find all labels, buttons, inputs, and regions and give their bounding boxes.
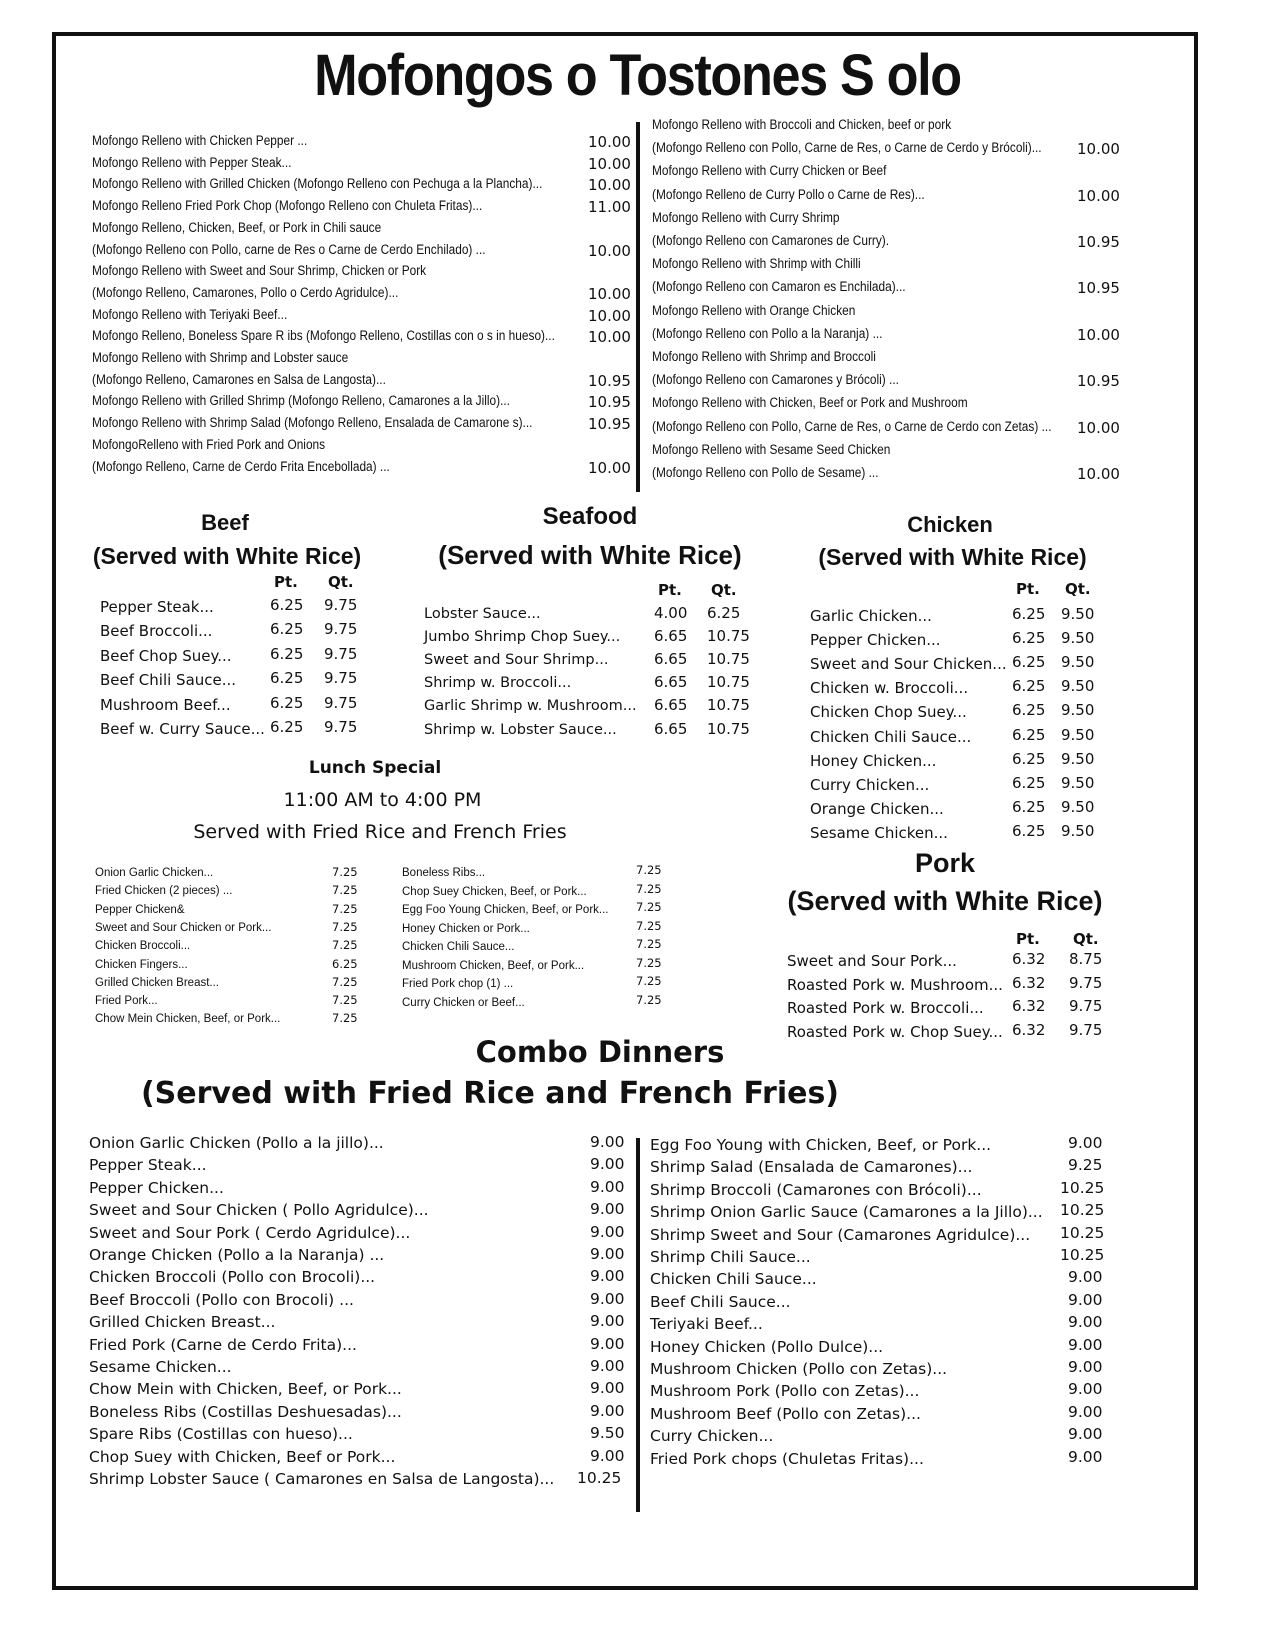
pork-item-pt: 6.32 [1012,1020,1046,1039]
combo-item-name: Shrimp Chili Sauce... [650,1248,811,1266]
lunch-item-name: Fried Pork chop (1) ... [402,978,514,990]
beef-item-pt: 6.25 [270,620,304,639]
mofongo-item-line: Mofongo Relleno with Shrimp with Chilli [652,256,861,272]
chicken-title: Chicken [907,512,993,537]
mofongo-item-price: 10.00 [588,328,631,347]
seafood-item-name: Sweet and Sour Shrimp... [424,652,609,669]
seafood-item-pt: 6.65 [654,627,688,646]
lunch-item-name: Chicken Chili Sauce... [402,941,515,953]
combo-item-price: 10.25 [1060,1246,1105,1264]
seafood-item-name: Garlic Shrimp w. Mushroom... [424,698,637,715]
pork-item-pt: 6.32 [1012,950,1046,968]
chicken-item-name: Honey Chicken... [810,751,937,770]
beef-pt-header: Pt. [274,573,298,591]
chicken-item-qt: 9.50 [1061,677,1095,696]
combo-item-name: Shrimp Broccoli (Camarones con Brócoli)... [650,1180,982,1199]
lunch-item-name: Chicken Broccoli... [95,940,191,953]
mofongo-item-line: Mofongo Relleno, Boneless Spare R ibs (Mofongo Relleno, Costillas con o s in hueso)... [92,328,555,344]
combo-item-name: Fried Pork chops (Chuletas Fritas)... [650,1449,924,1468]
combo-item-name: Chicken Broccoli (Pollo con Brocoli)... [89,1268,376,1287]
mofongo-item-line: Mofongo Relleno with Broccoli and Chicken, beef or pork [652,117,952,132]
seafood-item-qt: 10.75 [707,719,750,738]
chicken-item-name: Chicken Chop Suey... [810,703,967,722]
mofongo-item-price: 10.95 [1077,372,1120,391]
lunch-item-name: Curry Chicken or Beef... [402,996,525,1009]
beef-item-name: Pepper Steak... [100,598,214,616]
mofongo-item-line: Mofongo Relleno with Orange Chicken [652,302,856,318]
seafood-item-qt: 10.75 [707,627,750,646]
combo-item-price: 9.00 [590,1401,625,1420]
lunch-item-price: 7.25 [332,974,358,989]
combo-item-name: Shrimp Onion Garlic Sauce (Camarones a la Jillo)... [650,1203,1043,1222]
chicken-item-pt: 6.25 [1012,797,1046,816]
beef-item-pt: 6.25 [270,718,304,736]
beef-item-pt: 6.25 [270,669,304,688]
mofongo-item-price: 10.00 [1077,418,1120,437]
chicken-item-pt: 6.25 [1012,629,1046,648]
mofongo-item-line: (Mofongo Relleno, Camarones, Pollo o Cerdo Agridulce)... [92,284,399,300]
combo-item-name: Mushroom Chicken (Pollo con Zetas)... [650,1360,948,1378]
lunch-note: Served with Fried Rice and French Fries [193,821,567,843]
chicken-item-name: Sweet and Sour Chicken... [810,655,1007,674]
pork-item-name: Sweet and Sour Pork... [787,952,957,970]
mofongo-item-line: Mofongo Relleno with Chicken Pepper ... [92,133,308,148]
lunch-item-price: 7.25 [636,974,662,988]
lunch-item-price: 7.25 [332,919,358,934]
beef-item-qt: 9.75 [324,620,358,639]
mofongo-item-line: Mofongo Relleno with Curry Shrimp [652,209,840,225]
pork-title: Pork [914,848,976,878]
beef-item-qt: 9.75 [324,669,358,688]
pork-subtitle: (Served with White Rice) [787,886,1103,916]
pork-qt-header: Qt. [1073,930,1099,948]
mofongo-item-price: 10.00 [588,176,631,195]
mofongo-item-price: 10.00 [588,306,631,325]
chicken-item-qt: 9.50 [1061,629,1095,648]
mofongo-item-price: 10.00 [588,154,631,173]
mofongo-item-line: (Mofongo Relleno con Pollo, Carne de Res, o Carne de Cerdo y Brócoli)... [652,140,1042,156]
mofongo-item-line: Mofongo Relleno with Shrimp and Broccoli [652,349,876,364]
seafood-item-pt: 6.65 [654,650,688,669]
seafood-item-pt: 6.65 [654,719,688,738]
combo-item-name: Chow Mein with Chicken, Beef, or Pork... [89,1380,402,1399]
combo-item-price: 9.00 [1068,1134,1103,1152]
combo-item-price: 9.00 [590,1155,625,1174]
beef-item-name: Beef Chili Sauce... [100,671,237,690]
beef-item-pt: 6.25 [270,644,304,663]
mofongo-item-line: (Mofongo Relleno con Camarones de Curry). [652,233,890,248]
combo-item-price: 9.00 [590,1289,625,1308]
combo-item-price: 9.00 [590,1222,625,1241]
combo-item-name: Sweet and Sour Chicken ( Pollo Agridulce)... [89,1201,429,1220]
chicken-item-qt: 9.50 [1061,701,1095,720]
mofongo-item-price: 10.00 [588,458,631,477]
combo-item-price: 9.00 [590,1133,625,1151]
seafood-item-qt: 10.75 [707,696,750,715]
combo-item-price: 9.00 [1068,1425,1103,1444]
combo-item-name: Beef Chili Sauce... [650,1292,791,1311]
mofongo-item-line: Mofongo Relleno with Teriyaki Beef... [92,306,288,322]
beef-item-qt: 9.75 [324,644,358,663]
pork-item-qt: 9.75 [1069,997,1103,1015]
combo-item-name: Orange Chicken (Pollo a la Naranja) ... [89,1246,385,1264]
beef-item-name: Mushroom Beef... [100,695,231,714]
mofongo-item-price: 11.00 [588,198,631,217]
lunch-item-price: 7.25 [332,1011,358,1026]
lunch-hours: 11:00 AM to 4:00 PM [283,789,482,811]
combo-item-name: Shrimp Lobster Sauce ( Camarones en Salsa de Langosta)... [89,1470,555,1488]
beef-title: Beef [201,510,249,535]
combo-item-name: Fried Pork (Carne de Cerdo Frita)... [89,1335,357,1354]
combo-item-price: 9.00 [590,1200,625,1219]
pork-item-qt: 8.75 [1069,950,1103,968]
beef-subtitle: (Served with White Rice) [92,543,362,569]
pork-pt-header: Pt. [1016,930,1040,948]
lunch-item-price: 6.25 [332,956,358,971]
mofongo-item-price: 10.00 [1077,186,1120,205]
combo-item-name: Chicken Chili Sauce... [650,1270,817,1289]
chicken-item-qt: 9.50 [1061,797,1095,816]
combo-item-price: 9.50 [590,1424,625,1443]
combo-item-name: Teriyaki Beef... [650,1315,763,1334]
chicken-item-pt: 6.25 [1012,677,1046,696]
chicken-item-qt: 9.50 [1061,725,1095,744]
mofongo-item-line: (Mofongo Relleno con Camaron es Enchilada)... [652,279,906,295]
lunch-item-price: 7.25 [636,863,662,877]
seafood-item-name: Shrimp w. Lobster Sauce... [424,721,617,738]
combo-item-price: 9.00 [1068,1268,1103,1287]
chicken-item-qt: 9.50 [1061,605,1095,623]
seafood-title: Seafood [542,503,638,530]
mofongo-item-line: (Mofongo Relleno con Pollo, carne de Res o Carne de Cerdo Enchilado) ... [92,241,486,257]
seafood-item-qt: 6.25 [707,604,741,622]
lunch-item-name: Chop Suey Chicken, Beef, or Pork... [402,885,587,898]
combo-divider [636,1138,640,1512]
beef-item-qt: 9.75 [324,693,358,712]
lunch-item-price: 7.25 [332,865,358,879]
lunch-item-name: Honey Chicken or Pork... [402,922,530,935]
combo-item-name: Beef Broccoli (Pollo con Brocoli) ... [89,1290,354,1309]
beef-item-name: Beef w. Curry Sauce... [100,720,265,738]
lunch-item-price: 7.25 [332,993,358,1008]
mofongo-item-line: Mofongo Relleno with Shrimp Salad (Mofongo Relleno, Ensalada de Camarone s)... [92,415,533,431]
lunch-item-price: 7.25 [332,901,358,916]
combo-item-price: 9.00 [1068,1290,1103,1309]
chicken-item-qt: 9.50 [1061,653,1095,672]
seafood-item-name: Jumbo Shrimp Chop Suey... [424,629,621,646]
pork-item-name: Roasted Pork w. Broccoli... [787,999,984,1017]
combo-item-price: 9.00 [590,1267,625,1286]
beef-item-pt: 6.25 [270,596,304,614]
mofongo-item-line: Mofongo Relleno with Grilled Shrimp (Mofongo Relleno, Camarones a la Jillo)... [92,393,510,409]
mofongo-item-line: Mofongo Relleno with Pepper Steak... [92,154,292,170]
mofongo-item-line: Mofongo Relleno with Chicken, Beef or Pork and Mushroom [652,395,968,411]
mofongo-item-line: Mofongo Relleno with Grilled Chicken (Mofongo Relleno con Pechuga a la Plancha)... [92,176,543,192]
combo-item-price: 9.00 [590,1245,625,1263]
pork-item-name: Roasted Pork w. Chop Suey... [787,1022,1003,1041]
pork-item-pt: 6.32 [1012,973,1046,992]
lunch-item-price: 7.25 [636,992,662,1007]
pork-item-qt: 9.75 [1069,1020,1103,1039]
lunch-item-name: Pepper Chicken& [95,903,185,916]
seafood-item-pt: 6.65 [654,696,688,715]
lunch-item-price: 7.25 [636,900,662,914]
chicken-pt-header: Pt. [1016,580,1040,598]
lunch-item-price: 7.25 [636,918,662,933]
chicken-item-name: Chicken w. Broccoli... [810,679,969,698]
combo-item-price: 9.00 [1068,1447,1103,1466]
mofongo-item-line: Mofongo Relleno with Sesame Seed Chicken [652,441,891,457]
combo-item-name: Onion Garlic Chicken (Pollo a la jillo)... [89,1134,384,1152]
lunch-item-price: 7.25 [332,883,358,898]
combo-item-price: 10.25 [1060,1201,1105,1220]
beef-qt-header: Qt. [328,573,354,591]
combo-item-name: Shrimp Salad (Ensalada de Camarones)... [650,1158,973,1177]
mofongo-item-line: (Mofongo Relleno, Camarones en Salsa de Langosta)... [92,371,386,387]
chicken-item-name: Chicken Chili Sauce... [810,727,972,746]
combo-title: Combo Dinners [475,1035,725,1069]
pork-item-name: Roasted Pork w. Mushroom... [787,975,1003,994]
chicken-subtitle: (Served with White Rice) [818,544,1087,570]
mofongo-item-line: (Mofongo Relleno con Camarones y Brócoli) ... [652,372,899,388]
combo-item-price: 9.00 [1068,1313,1103,1332]
mofongo-item-line: (Mofongo Relleno, Carne de Cerdo Frita Encebollada) ... [92,458,390,474]
chicken-item-pt: 6.25 [1012,821,1046,840]
combo-item-name: Chop Suey with Chicken, Beef or Pork... [89,1447,396,1466]
mofongo-item-line: MofongoRelleno with Fried Pork and Onions [92,436,326,452]
seafood-item-name: Lobster Sauce... [424,606,541,622]
seafood-item-pt: 4.00 [654,604,688,622]
mofongo-item-price: 10.00 [588,284,631,303]
combo-item-name: Sesame Chicken... [89,1358,232,1376]
combo-item-name: Shrimp Sweet and Sour (Camarones Agridulce)... [650,1225,1031,1244]
mofongo-item-price: 10.00 [588,133,631,151]
lunch-item-name: Chow Mein Chicken, Beef, or Pork... [95,1013,281,1026]
combo-item-price: 9.00 [590,1334,625,1353]
chicken-item-name: Orange Chicken... [810,799,944,818]
lunch-item-price: 7.25 [636,955,662,970]
pork-item-pt: 6.32 [1012,997,1046,1015]
chicken-item-name: Garlic Chicken... [810,607,932,625]
combo-item-price: 10.25 [577,1469,622,1487]
chicken-item-qt: 9.50 [1061,749,1095,768]
beef-item-name: Beef Chop Suey... [100,646,232,665]
combo-item-price: 9.00 [1068,1358,1103,1376]
combo-item-name: Curry Chicken... [650,1427,774,1446]
mofongo-item-line: (Mofongo Relleno con Pollo de Sesame) ... [652,465,879,480]
chicken-item-name: Sesame Chicken... [810,823,948,842]
beef-item-qt: 9.75 [324,596,358,614]
combo-item-name: Mushroom Beef (Pollo con Zetas)... [650,1404,921,1423]
chicken-item-pt: 6.25 [1012,725,1046,744]
mofongo-item-line: (Mofongo Relleno con Pollo a la Naranja) ... [652,325,883,341]
mofongo-item-price: 10.95 [588,371,631,390]
mofongo-item-price: 10.95 [588,393,631,412]
chicken-item-qt: 9.50 [1061,821,1095,840]
chicken-item-pt: 6.25 [1012,701,1046,720]
mofongo-item-line: Mofongo Relleno Fried Pork Chop (Mofongo Relleno con Chuleta Fritas)... [92,198,483,214]
page-title: Mofongos o Tostones S olo [314,43,961,108]
lunch-item-name: Chicken Fingers... [95,958,188,971]
mofongo-item-price: 10.00 [1077,465,1120,483]
chicken-item-pt: 6.25 [1012,749,1046,768]
mofongo-item-price: 10.00 [1077,325,1120,344]
mofongo-item-line: Mofongo Relleno with Curry Chicken or Beef [652,163,887,179]
chicken-item-pt: 6.25 [1012,605,1046,623]
combo-item-price: 9.00 [590,1379,625,1398]
lunch-item-name: Mushroom Chicken, Beef, or Pork... [402,959,585,972]
chicken-item-pt: 6.25 [1012,773,1046,792]
seafood-item-pt: 6.65 [654,673,688,692]
lunch-item-name: Fried Pork... [95,995,158,1008]
combo-item-price: 9.00 [1068,1335,1103,1354]
combo-item-price: 9.00 [590,1446,625,1465]
seafood-item-name: Shrimp w. Broccoli... [424,675,572,692]
mofongo-item-price: 10.95 [1077,233,1120,251]
mofongo-item-price: 10.95 [588,415,631,434]
combo-item-price: 9.00 [1068,1380,1103,1399]
pork-item-qt: 9.75 [1069,973,1103,992]
mofongo-item-price: 10.00 [588,241,631,260]
combo-item-price: 9.25 [1068,1156,1103,1175]
chicken-item-qt: 9.50 [1061,773,1095,792]
combo-item-name: Boneless Ribs (Costillas Deshuesadas)... [89,1402,402,1421]
chicken-item-name: Pepper Chicken... [810,631,941,650]
combo-item-name: Grilled Chicken Breast... [89,1313,276,1332]
combo-item-name: Pepper Chicken... [89,1178,224,1197]
mofongo-item-line: Mofongo Relleno, Chicken, Beef, or Pork in Chili sauce [92,219,382,235]
combo-item-name: Egg Foo Young with Chicken, Beef, or Pork... [650,1136,992,1154]
lunch-item-name: Boneless Ribs... [402,867,486,879]
combo-item-price: 10.25 [1060,1223,1105,1242]
combo-item-name: Honey Chicken (Pollo Dulce)... [650,1337,884,1356]
combo-subtitle: (Served with Fried Rice and French Fries) [140,1076,840,1111]
beef-item-name: Beef Broccoli... [100,622,213,641]
combo-item-price: 9.00 [590,1312,625,1331]
seafood-item-qt: 10.75 [707,673,750,692]
seafood-item-qt: 10.75 [707,650,750,669]
beef-item-pt: 6.25 [270,693,304,712]
mofongo-item-line: Mofongo Relleno with Sweet and Sour Shrimp, Chicken or Pork [92,263,427,279]
combo-item-price: 9.00 [590,1177,625,1196]
mofongo-item-price: 10.95 [1077,279,1120,298]
mofongo-item-price: 10.00 [1077,140,1120,159]
combo-item-price: 9.00 [590,1357,625,1375]
chicken-qt-header: Qt. [1065,580,1091,598]
lunch-item-name: Grilled Chicken Breast... [95,976,219,989]
combo-item-price: 9.00 [1068,1402,1103,1421]
mofongo-divider [636,122,640,492]
combo-item-name: Spare Ribs (Costillas con hueso)... [89,1425,353,1444]
beef-item-qt: 9.75 [324,718,358,736]
lunch-item-price: 7.25 [332,938,358,953]
lunch-title: Lunch Special [308,758,442,778]
mofongo-item-line: (Mofongo Relleno con Pollo, Carne de Res, o Carne de Cerdo con Zetas) ... [652,418,1052,434]
seafood-subtitle: (Served with White Rice) [438,540,742,570]
lunch-item-price: 7.25 [636,937,662,951]
seafood-qt-header: Qt. [711,581,737,599]
seafood-pt-header: Pt. [658,581,682,599]
lunch-item-name: Sweet and Sour Chicken or Pork... [95,921,272,934]
mofongo-item-line: (Mofongo Relleno de Curry Pollo o Carne de Res)... [652,186,925,202]
lunch-item-name: Fried Chicken (2 pieces) ... [95,885,233,898]
combo-item-name: Mushroom Pork (Pollo con Zetas)... [650,1382,920,1401]
lunch-item-name: Onion Garlic Chicken... [95,867,214,879]
lunch-item-name: Egg Foo Young Chicken, Beef, or Pork... [402,904,609,916]
mofongo-item-line: Mofongo Relleno with Shrimp and Lobster sauce [92,350,349,365]
lunch-item-price: 7.25 [636,881,662,896]
combo-item-price: 10.25 [1060,1178,1105,1197]
combo-item-name: Pepper Steak... [89,1156,207,1175]
combo-item-name: Sweet and Sour Pork ( Cerdo Agridulce)... [89,1223,411,1242]
chicken-item-pt: 6.25 [1012,653,1046,672]
chicken-item-name: Curry Chicken... [810,775,930,794]
